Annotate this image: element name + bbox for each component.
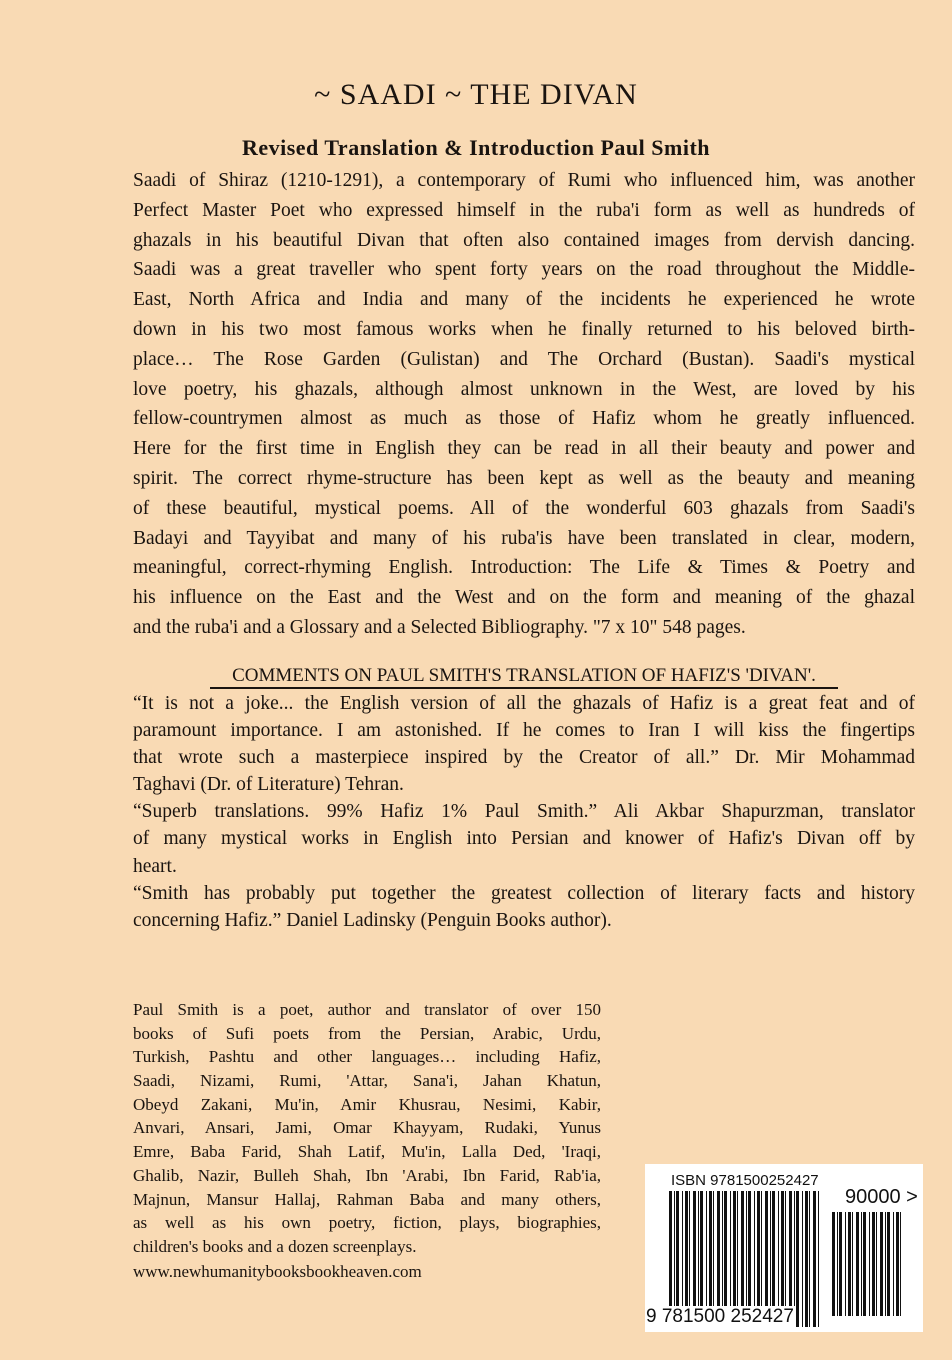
bio-line: Turkish, Pashtu and other languages… including Hafiz,	[133, 1047, 601, 1067]
barcode-bar	[839, 1212, 842, 1316]
description-line: love poetry, his ghazals, although almost unknown in the West, are loved by his	[133, 378, 915, 400]
description-paragraph	[133, 166, 915, 643]
description-line: fellow-countrymen almost as much as those of Hafiz whom he greatly influenced.	[133, 408, 915, 430]
comment-line: that wrote such a masterpiece inspired by the Creator of all.” Dr. Mir Mohammad	[133, 747, 915, 769]
barcode-bar	[852, 1212, 853, 1316]
barcode-bar	[832, 1212, 835, 1316]
description-line: Badayi and Tayyibat and many of his ruba'is have been translated in clear, modern,	[133, 527, 915, 549]
author-bio	[133, 998, 601, 1259]
book-title: ~ SAADI ~ THE DIVAN	[314, 78, 638, 111]
comment-line: heart.	[133, 855, 177, 877]
isbn-label: ISBN 9781500252427	[671, 1172, 819, 1189]
description-line: ghazals in his beautiful Divan that often also contained images from dervish dancing.	[133, 229, 915, 251]
barcode-bar	[885, 1212, 886, 1316]
description-line: meaningful, correct-rhyming English. Introduction: The Life & Times & Poetry and	[133, 557, 915, 579]
barcode-bar	[880, 1212, 883, 1316]
bio-line: Anvari, Ansari, Jami, Omar Khayyam, Rudaki, Yunus	[133, 1118, 601, 1138]
barcode-bar	[837, 1212, 838, 1316]
comment-line: “Superb translations. 99% Hafiz 1% Paul Smith.” Ali Akbar Shapurzman, translator	[133, 801, 915, 823]
barcode-bar	[893, 1212, 894, 1316]
description-line: down in his two most famous works when he finally returned to his beloved birth-	[133, 318, 915, 340]
barcode-bar	[856, 1212, 859, 1316]
barcode-bar	[796, 1191, 799, 1327]
barcode-bar	[896, 1212, 899, 1316]
website-url: www.newhumanitybooksbookheaven.com	[133, 1262, 422, 1281]
description-line: Here for the first time in English they can be read in all their beauty and power and	[133, 438, 915, 460]
barcode-bar	[861, 1212, 862, 1316]
comments-quotes	[133, 690, 915, 934]
bio-line: children's books and a dozen screenplays.	[133, 1236, 417, 1256]
comment-line: of many mystical works in English into Persian and knower of Hafiz's Divan off by	[133, 828, 915, 850]
description-line: spirit. The correct rhyme-structure has been kept as well as the beauty and meaning	[133, 467, 915, 489]
comment-line: “It is not a joke... the English version of all the ghazals of Hafiz is a great feat and of	[133, 693, 915, 714]
comment-line: “Smith has probably put together the greatest collection of literary facts and history	[133, 882, 915, 904]
isbn-barcode	[645, 1164, 923, 1332]
description-line: and the ruba'i and a Glossary and a Selected Bibliography. "7 x 10" 548 pages.	[133, 616, 746, 638]
barcode-bar	[845, 1212, 846, 1316]
price-code: 90000 >	[845, 1186, 918, 1208]
barcode-digits	[645, 1306, 795, 1328]
description-line: his influence on the East and the West and on the form and meaning of the ghazal	[133, 587, 915, 609]
description-line: Saadi of Shiraz (1210-1291), a contemporary of Rumi who influenced him, was another	[133, 170, 915, 191]
barcode-bar	[813, 1191, 816, 1327]
barcode-bar	[809, 1191, 810, 1327]
description-line: place… The Rose Garden (Gulistan) and The Orchard (Bustan). Saadi's mystical	[133, 348, 915, 370]
barcode-bar	[802, 1191, 803, 1327]
comment-line: paramount importance. I am astonished. If he comes to Iran I will kiss the fingertips	[133, 720, 915, 742]
bio-line: Paul Smith is a poet, author and translator of over 150	[133, 1000, 601, 1019]
barcode-bar	[805, 1191, 808, 1327]
description-line: East, North Africa and India and many of the incidents he experienced he wrote	[133, 289, 915, 311]
description-line: Perfect Master Poet who expressed himself in the ruba'i form as well as hundreds of	[133, 199, 915, 221]
barcode-bar	[848, 1212, 851, 1316]
barcode-bar	[876, 1212, 877, 1316]
bio-line: Majnun, Mansur Hallaj, Rahman Baba and many others,	[133, 1189, 601, 1209]
description-line: Saadi was a great traveller who spent forty years on the road throughout the Middle-	[133, 259, 915, 281]
barcode-bar	[863, 1212, 866, 1316]
description-line: of these beautiful, mystical poems. All of the wonderful 603 ghazals from Saadi's	[133, 497, 915, 519]
bio-line: Saadi, Nizami, Rumi, 'Attar, Sana'i, Jahan Khatun,	[133, 1071, 601, 1091]
barcode-digits-text: 9 781500 252427	[646, 1306, 794, 1327]
comments-heading	[133, 665, 915, 687]
barcode-bar	[872, 1212, 875, 1316]
bio-line: Ghalib, Nazir, Bulleh Shah, Ibn 'Arabi, Ibn Farid, Rab'ia,	[133, 1165, 601, 1185]
barcode-bar	[818, 1191, 819, 1327]
bio-line: books of Sufi poets from the Persian, Arabic, Urdu,	[133, 1023, 601, 1043]
bio-line: Emre, Baba Farid, Shah Latif, Mu'in, Lalla Ded, 'Iraqi,	[133, 1142, 601, 1162]
comments-heading-text: COMMENTS ON PAUL SMITH'S TRANSLATION OF HAFIZ'S 'DIVAN'.	[210, 665, 838, 689]
bio-line: Obeyd Zakani, Mu'in, Amir Khusrau, Nesimi, Kabir,	[133, 1094, 601, 1114]
barcode-bars-addon	[832, 1212, 904, 1316]
bio-line: as well as his own poetry, fiction, plays, biographies,	[133, 1213, 601, 1233]
barcode-bar	[869, 1212, 870, 1316]
comment-line: concerning Hafiz.” Daniel Ladinsky (Penguin Books author).	[133, 909, 612, 931]
barcode-bar	[900, 1212, 901, 1316]
barcode-bar	[887, 1212, 890, 1316]
comment-line: Taghavi (Dr. of Literature) Tehran.	[133, 774, 404, 796]
book-subtitle: Revised Translation & Introduction Paul Smith	[241, 135, 711, 160]
